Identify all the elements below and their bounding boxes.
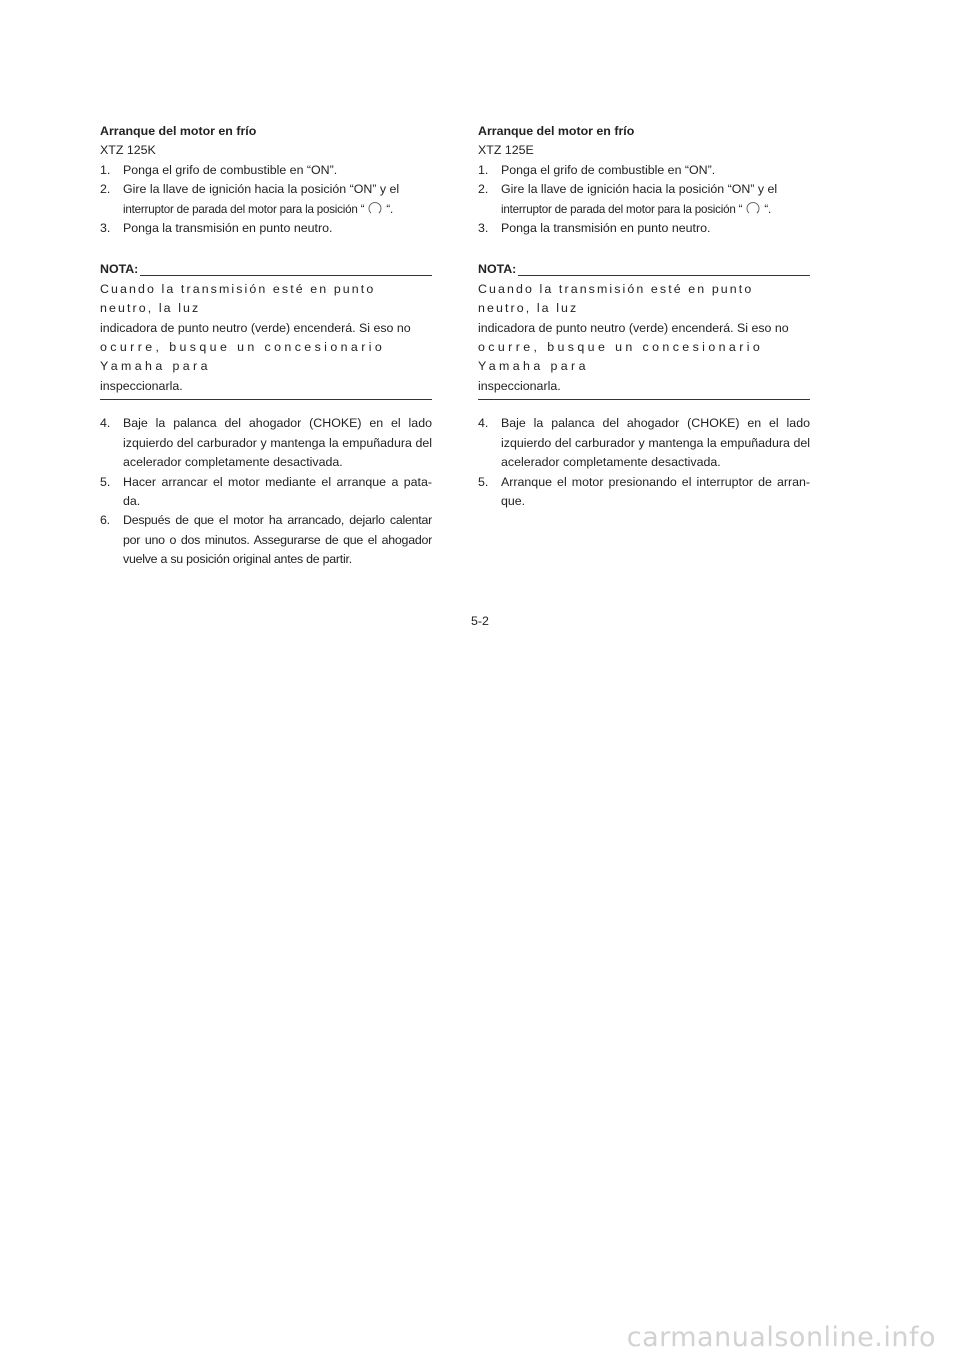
- step-item: 4. Baje la palanca del ahogador (CHOKE) en el lado izquierdo del carburador y mantenga la empuñadura del acelerador completamente desactivada.: [478, 416, 810, 470]
- step-item: 2. Gire la llave de ignición hacia la posición “ON” y el interruptor de parada del motor para la posición “ “.: [478, 182, 778, 216]
- step-item: 5. Hacer arrancar el motor mediante el arranque a pata-da.: [100, 474, 432, 508]
- note-text: ocurre, busque un concesionario Yamaha para: [478, 340, 764, 374]
- step-item: 1. Ponga el grifo de combustible en “ON”.: [100, 162, 338, 177]
- model-label: XTZ 125E: [478, 143, 534, 158]
- note-box: [100, 260, 432, 400]
- left-column: [100, 122, 432, 570]
- note-text: ocurre, busque un concesionario Yamaha para: [100, 340, 386, 374]
- step-item: 5. Arranque el motor presionando el interruptor de arran-que.: [478, 474, 810, 508]
- page-number: 5-2: [471, 614, 489, 628]
- note-text: indicadora de punto neutro (verde) encenderá. Si eso no: [100, 320, 411, 335]
- section-title: Arranque del motor en frío: [100, 124, 257, 138]
- note-text: inspeccionarla.: [100, 378, 183, 393]
- step-item: 2. Gire la llave de ignición hacia la posición “ON” y el interruptor de parada del motor para la posición “ “.: [100, 182, 400, 216]
- step-item: 3. Ponga la transmisión en punto neutro.: [478, 221, 711, 236]
- model-label: XTZ 125K: [100, 143, 156, 158]
- note-label: NOTA:: [100, 262, 139, 277]
- right-column: [478, 122, 810, 511]
- note-rule: [140, 275, 432, 276]
- note-text: inspeccionarla.: [478, 378, 561, 393]
- step-item: 4. Baje la palanca del ahogador (CHOKE) en el lado izquierdo del carburador y mantenga la empuñadura del acelerador completamente desactivada.: [100, 416, 432, 470]
- watermark: carmanualsonline.info: [626, 1322, 936, 1353]
- step-item: 3. Ponga la transmisión en punto neutro.: [100, 221, 333, 236]
- note-text: Cuando la transmisión esté en punto neutro, la luz: [100, 281, 376, 316]
- note-rule: [518, 275, 810, 276]
- step-item: 1. Ponga el grifo de combustible en “ON”.: [478, 162, 716, 177]
- note-box: [478, 260, 810, 400]
- note-text: Cuando la transmisión esté en punto neutro, la luz: [478, 281, 754, 316]
- note-text: indicadora de punto neutro (verde) encenderá. Si eso no: [478, 320, 789, 335]
- section-title: Arranque del motor en frío: [478, 124, 635, 138]
- engine-stop-off-icon: [364, 201, 386, 215]
- engine-stop-off-icon: [742, 201, 764, 215]
- note-label: NOTA:: [478, 262, 517, 277]
- step-item: 6. Después de que el motor ha arrancado, dejarlo calentar por uno o dos minutos. Assegurarse de que el ahogador vuelve a su posición original antes de partir.: [100, 513, 432, 567]
